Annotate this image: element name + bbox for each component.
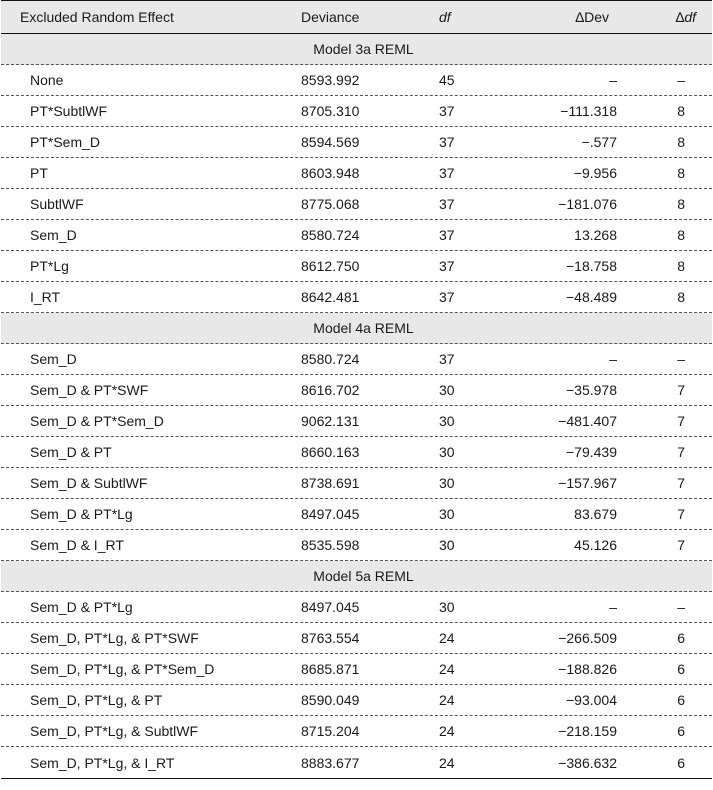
table-row — [1, 344, 712, 375]
cell-df: 30 — [439, 506, 455, 522]
table-row — [1, 220, 712, 251]
cell-delta-df: 7 — [677, 444, 685, 460]
table-row — [1, 127, 712, 158]
cell-delta-dev: −79.439 — [566, 444, 617, 460]
cell-deviance: 8612.750 — [301, 258, 360, 274]
cell-delta-df: 8 — [677, 103, 685, 119]
cell-delta-dev: −481.407 — [558, 413, 617, 429]
cell-delta-dev: −218.159 — [558, 723, 617, 739]
table-row — [1, 189, 712, 220]
cell-delta-df: 7 — [677, 382, 685, 398]
cell-delta-df: 8 — [677, 165, 685, 181]
cell-df: 45 — [439, 72, 455, 88]
cell-deviance: 8535.598 — [301, 537, 360, 553]
cell-delta-dev: −111.318 — [560, 103, 617, 119]
cell-delta-df: – — [677, 351, 685, 367]
cell-deviance: 8616.702 — [301, 382, 360, 398]
table-row — [1, 437, 712, 468]
cell-delta-dev: −48.489 — [566, 289, 617, 305]
table-row — [1, 406, 712, 437]
section-title: Model 4a REML — [313, 320, 414, 336]
section-header — [1, 561, 712, 592]
table-row — [1, 375, 712, 406]
cell-deviance: 8590.049 — [301, 692, 360, 708]
cell-delta-df: – — [677, 72, 685, 88]
cell-delta-dev: −93.004 — [566, 692, 617, 708]
section-title: Model 5a REML — [313, 568, 414, 584]
cell-deviance: 9062.131 — [301, 413, 360, 429]
cell-deviance: 8883.677 — [301, 754, 360, 771]
cell-delta-dev: −188.826 — [558, 661, 617, 677]
cell-excluded-effect: Sem_D, PT*Lg, & PT — [30, 692, 163, 708]
cell-excluded-effect: I_RT — [30, 289, 61, 305]
table-row — [1, 654, 712, 685]
cell-excluded-effect: Sem_D, PT*Lg, & PT*SWF — [30, 630, 199, 646]
cell-delta-df: 8 — [677, 258, 685, 274]
cell-delta-df: 6 — [677, 692, 685, 708]
cell-delta-df: 8 — [677, 134, 685, 150]
cell-delta-df: 8 — [677, 196, 685, 212]
cell-delta-df: 6 — [677, 723, 685, 739]
cell-excluded-effect: Sem_D & PT*Lg — [30, 506, 133, 522]
cell-delta-dev: −181.076 — [558, 196, 617, 212]
table-row — [1, 623, 712, 654]
cell-deviance: 8642.481 — [301, 289, 360, 305]
table-row — [1, 158, 712, 189]
cell-delta-dev: 83.679 — [574, 506, 617, 522]
cell-delta-df: 6 — [677, 661, 685, 677]
cell-excluded-effect: Sem_D & I_RT — [30, 537, 124, 553]
cell-delta-dev: 13.268 — [574, 227, 617, 243]
table-row — [1, 251, 712, 282]
cell-deviance: 8497.045 — [301, 506, 360, 522]
cell-deviance: 8603.948 — [301, 165, 360, 181]
header-excluded-random-effect: Excluded Random Effect — [20, 9, 174, 25]
cell-df: 37 — [439, 165, 455, 181]
cell-df: 37 — [439, 227, 455, 243]
header-delta-df-var: df — [684, 9, 696, 25]
cell-df: 37 — [439, 196, 455, 212]
cell-df: 24 — [439, 630, 455, 646]
cell-df: 37 — [439, 351, 455, 367]
cell-df: 30 — [439, 382, 455, 398]
table-row — [1, 96, 712, 127]
table-row — [1, 716, 712, 747]
cell-excluded-effect: Sem_D, PT*Lg, & I_RT — [30, 754, 175, 771]
cell-df: 37 — [439, 103, 455, 119]
cell-excluded-effect: PT — [30, 165, 48, 181]
cell-delta-df: 7 — [677, 537, 685, 553]
cell-df: 37 — [439, 134, 455, 150]
cell-df: 30 — [439, 599, 455, 615]
table-row — [1, 747, 712, 778]
cell-deviance: 8685.871 — [301, 661, 360, 677]
table-row — [1, 468, 712, 499]
cell-excluded-effect: Sem_D & PT*SWF — [30, 382, 149, 398]
section-title: Model 3a REML — [313, 41, 414, 57]
cell-delta-dev: 45.126 — [574, 537, 617, 553]
cell-delta-df: 7 — [677, 506, 685, 522]
table-row — [1, 685, 712, 716]
header-delta-df — [649, 9, 712, 25]
cell-excluded-effect: Sem_D — [30, 227, 77, 243]
section-header — [1, 313, 712, 344]
cell-excluded-effect: Sem_D & PT*Sem_D — [30, 413, 164, 429]
cell-df: 24 — [439, 661, 455, 677]
header-deviance: Deviance — [301, 9, 360, 25]
cell-deviance: 8660.163 — [301, 444, 360, 460]
table-row — [1, 499, 712, 530]
cell-excluded-effect: Sem_D — [30, 351, 77, 367]
cell-excluded-effect: Sem_D & PT — [30, 444, 112, 460]
cell-df: 30 — [439, 537, 455, 553]
cell-excluded-effect: Sem_D, PT*Lg, & SubtlWF — [30, 723, 199, 739]
cell-df: 30 — [439, 444, 455, 460]
cell-excluded-effect: PT*SubtlWF — [30, 103, 108, 119]
cell-deviance: 8580.724 — [301, 227, 360, 243]
cell-excluded-effect: Sem_D, PT*Lg, & PT*Sem_D — [30, 661, 215, 677]
cell-delta-df: 7 — [677, 475, 685, 491]
header-delta-symbol: ∆ — [675, 9, 685, 25]
header-df: df — [439, 9, 451, 25]
cell-delta-df: 6 — [677, 630, 685, 646]
cell-excluded-effect: PT*Sem_D — [30, 134, 101, 150]
cell-df: 30 — [439, 413, 455, 429]
cell-delta-dev: −18.758 — [566, 258, 617, 274]
cell-deviance: 8593.992 — [301, 72, 360, 88]
cell-deviance: 8738.691 — [301, 475, 360, 491]
table-row — [1, 530, 712, 561]
cell-deviance: 8497.045 — [301, 599, 360, 615]
cell-deviance: 8580.724 — [301, 351, 360, 367]
cell-delta-dev: −157.967 — [558, 475, 617, 491]
cell-deviance: 8594.569 — [301, 134, 360, 150]
cell-df: 24 — [439, 723, 455, 739]
cell-delta-dev: – — [609, 599, 617, 615]
cell-df: 24 — [439, 692, 455, 708]
cell-delta-dev: −.577 — [581, 134, 617, 150]
cell-delta-dev: −9.956 — [573, 165, 617, 181]
table-row — [1, 65, 712, 96]
cell-deviance: 8715.204 — [301, 723, 360, 739]
header-delta-dev: ∆Dev — [575, 9, 609, 25]
deviance-table — [1, 0, 712, 779]
cell-df: 30 — [439, 475, 455, 491]
cell-excluded-effect: SubtlWF — [30, 196, 84, 212]
cell-excluded-effect: None — [30, 72, 64, 88]
cell-delta-dev: −266.509 — [558, 630, 617, 646]
cell-deviance: 8775.068 — [301, 196, 360, 212]
cell-delta-df: 8 — [677, 227, 685, 243]
cell-delta-dev: – — [609, 351, 617, 367]
cell-df: 37 — [439, 289, 455, 305]
table-row — [1, 282, 712, 313]
section-header — [1, 34, 712, 65]
cell-delta-df: 7 — [677, 413, 685, 429]
cell-delta-dev: −35.978 — [566, 382, 617, 398]
cell-delta-dev: −386.632 — [558, 754, 617, 771]
cell-delta-df: 8 — [677, 289, 685, 305]
cell-delta-df: 6 — [677, 754, 685, 771]
cell-df: 37 — [439, 258, 455, 274]
cell-excluded-effect: Sem_D & PT*Lg — [30, 599, 133, 615]
cell-excluded-effect: PT*Lg — [30, 258, 69, 274]
table-header — [1, 1, 712, 34]
cell-deviance: 8763.554 — [301, 630, 360, 646]
table-row — [1, 592, 712, 623]
cell-delta-df: – — [677, 599, 685, 615]
cell-deviance: 8705.310 — [301, 103, 360, 119]
cell-delta-dev: – — [609, 72, 617, 88]
cell-df: 24 — [439, 754, 455, 771]
cell-excluded-effect: Sem_D & SubtlWF — [30, 475, 148, 491]
